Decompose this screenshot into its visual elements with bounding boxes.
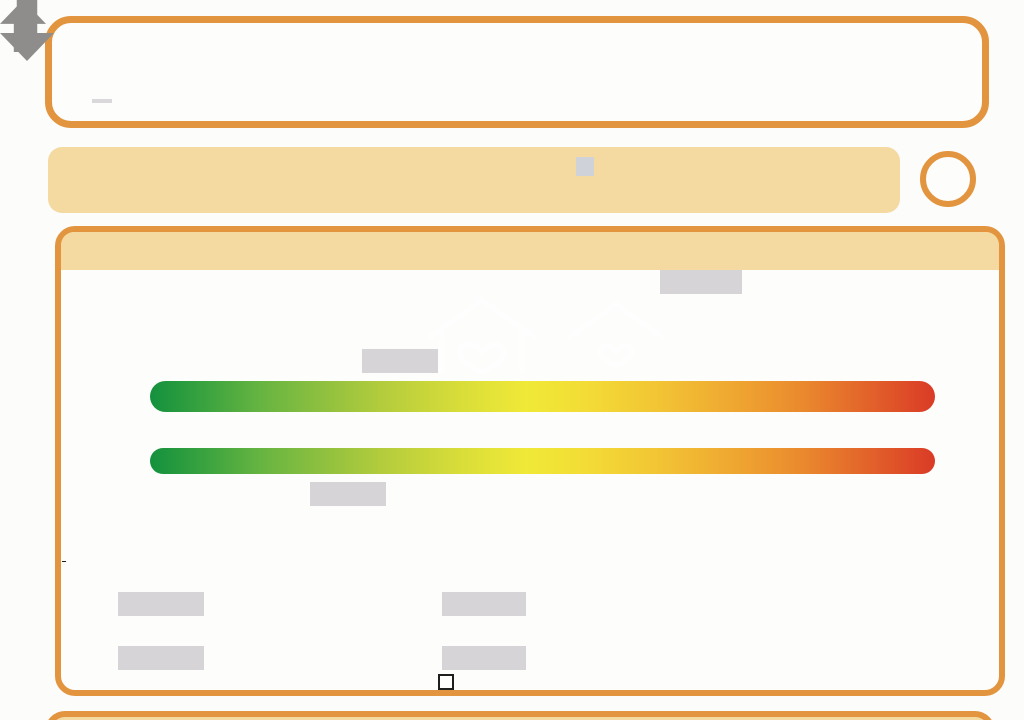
header-box <box>45 16 989 128</box>
scale-class-band <box>150 381 935 412</box>
registry-number-field[interactable] <box>576 157 594 176</box>
co2-value-field[interactable] <box>660 270 742 294</box>
scale-primary-band <box>150 448 935 474</box>
end-energy-value-row <box>362 349 447 373</box>
primary-ist-field[interactable] <box>118 592 204 616</box>
end-energy-value-field[interactable] <box>362 349 438 373</box>
scale-number-strip <box>150 412 935 448</box>
primary-energy-value-field[interactable] <box>310 482 386 506</box>
next-section-box-partial <box>45 711 995 720</box>
registry-label <box>560 158 564 175</box>
primary-energy-value-row <box>310 482 395 506</box>
primary-energy-requirement-row <box>62 592 642 616</box>
co2-label <box>648 271 652 292</box>
primary-anf-field[interactable] <box>442 592 526 616</box>
envelope-requirement-row <box>62 646 642 670</box>
page-number-badge <box>920 151 976 207</box>
requirements-heading <box>62 544 66 562</box>
enev-date-field[interactable] <box>92 99 112 103</box>
registry-row <box>560 157 594 176</box>
section-bar <box>48 147 900 213</box>
co2-emissions-row <box>648 270 750 294</box>
summer-heat-checkbox[interactable] <box>438 674 454 690</box>
energiebedarf-header-strip <box>61 232 999 270</box>
subtitle-text <box>77 91 82 111</box>
subtitle-row <box>77 91 112 111</box>
envelope-anf-field[interactable] <box>442 646 526 670</box>
energy-efficiency-scale <box>150 381 935 474</box>
envelope-ist-field[interactable] <box>118 646 204 670</box>
